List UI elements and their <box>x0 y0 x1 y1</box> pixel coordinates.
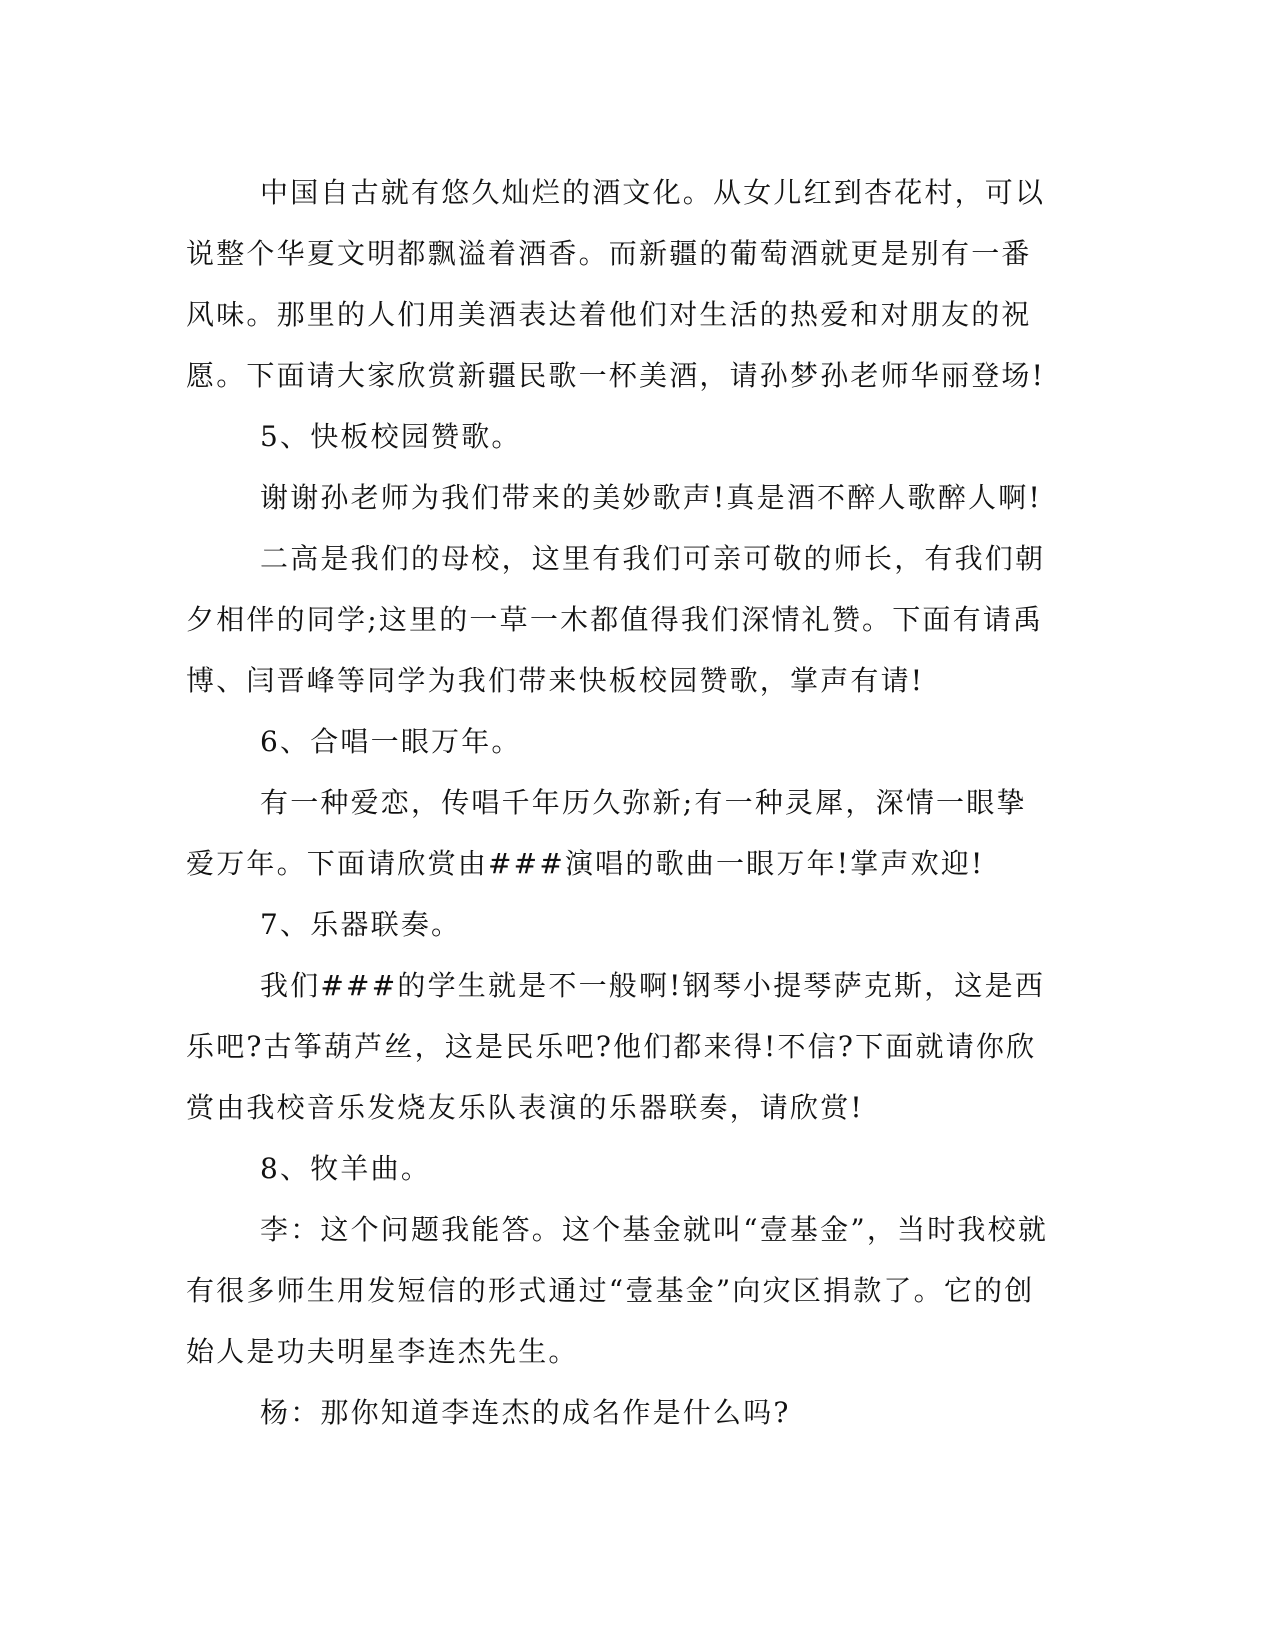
heading-item-7: 7、乐器联奏。 <box>260 908 462 941</box>
paragraph-chorus-intro: 有一种爱恋，传唱千年历久弥新;有一种灵犀，深情一眼挚爱万年。下面请欣赏由###演唱的歌曲一眼万年!掌声欢迎! <box>186 786 1027 880</box>
document-body <box>186 162 1056 1443</box>
heading-item-5: 5、快板校园赞歌。 <box>260 420 522 453</box>
paragraph-li-dialogue: 李：这个问题我能答。这个基金就叫“壹基金”，当时我校就有很多师生用发短信的形式通过“壹基金”向灾区捐款了。它的创始人是功夫明星李连杰先生。 <box>186 1213 1049 1368</box>
paragraph-instrument-intro: 我们###的学生就是不一般啊!钢琴小提琴萨克斯，这是西乐吧?古筝葫芦丝，这是民乐吧?他们都来得!不信?下面就请你欣赏由我校音乐发烧友乐队表演的乐器联奏，请欣赏! <box>186 969 1046 1124</box>
heading-item-8: 8、牧羊曲。 <box>260 1152 432 1185</box>
paragraph-wine-culture: 中国自古就有悠久灿烂的酒文化。从女儿红到杏花村，可以说整个华夏文明都飘溢着酒香。而新疆的葡萄酒就更是别有一番风味。那里的人们用美酒表达着他们对生活的热爱和对朋友的祝愿。下面请大家欣赏新疆民歌一杯美酒，请孙梦孙老师华丽登场! <box>186 176 1046 392</box>
paragraph-school-praise: 二高是我们的母校，这里有我们可亲可敬的师长，有我们朝夕相伴的同学;这里的一草一木都值得我们深情礼赞。下面有请禹博、闫晋峰等同学为我们带来快板校园赞歌，掌声有请! <box>186 542 1046 697</box>
heading-item-6: 6、合唱一眼万年。 <box>260 725 522 758</box>
paragraph-yang-dialogue: 杨：那你知道李连杰的成名作是什么吗? <box>260 1396 791 1429</box>
paragraph-thanks: 谢谢孙老师为我们带来的美妙歌声!真是酒不醉人歌醉人啊! <box>260 481 1042 514</box>
